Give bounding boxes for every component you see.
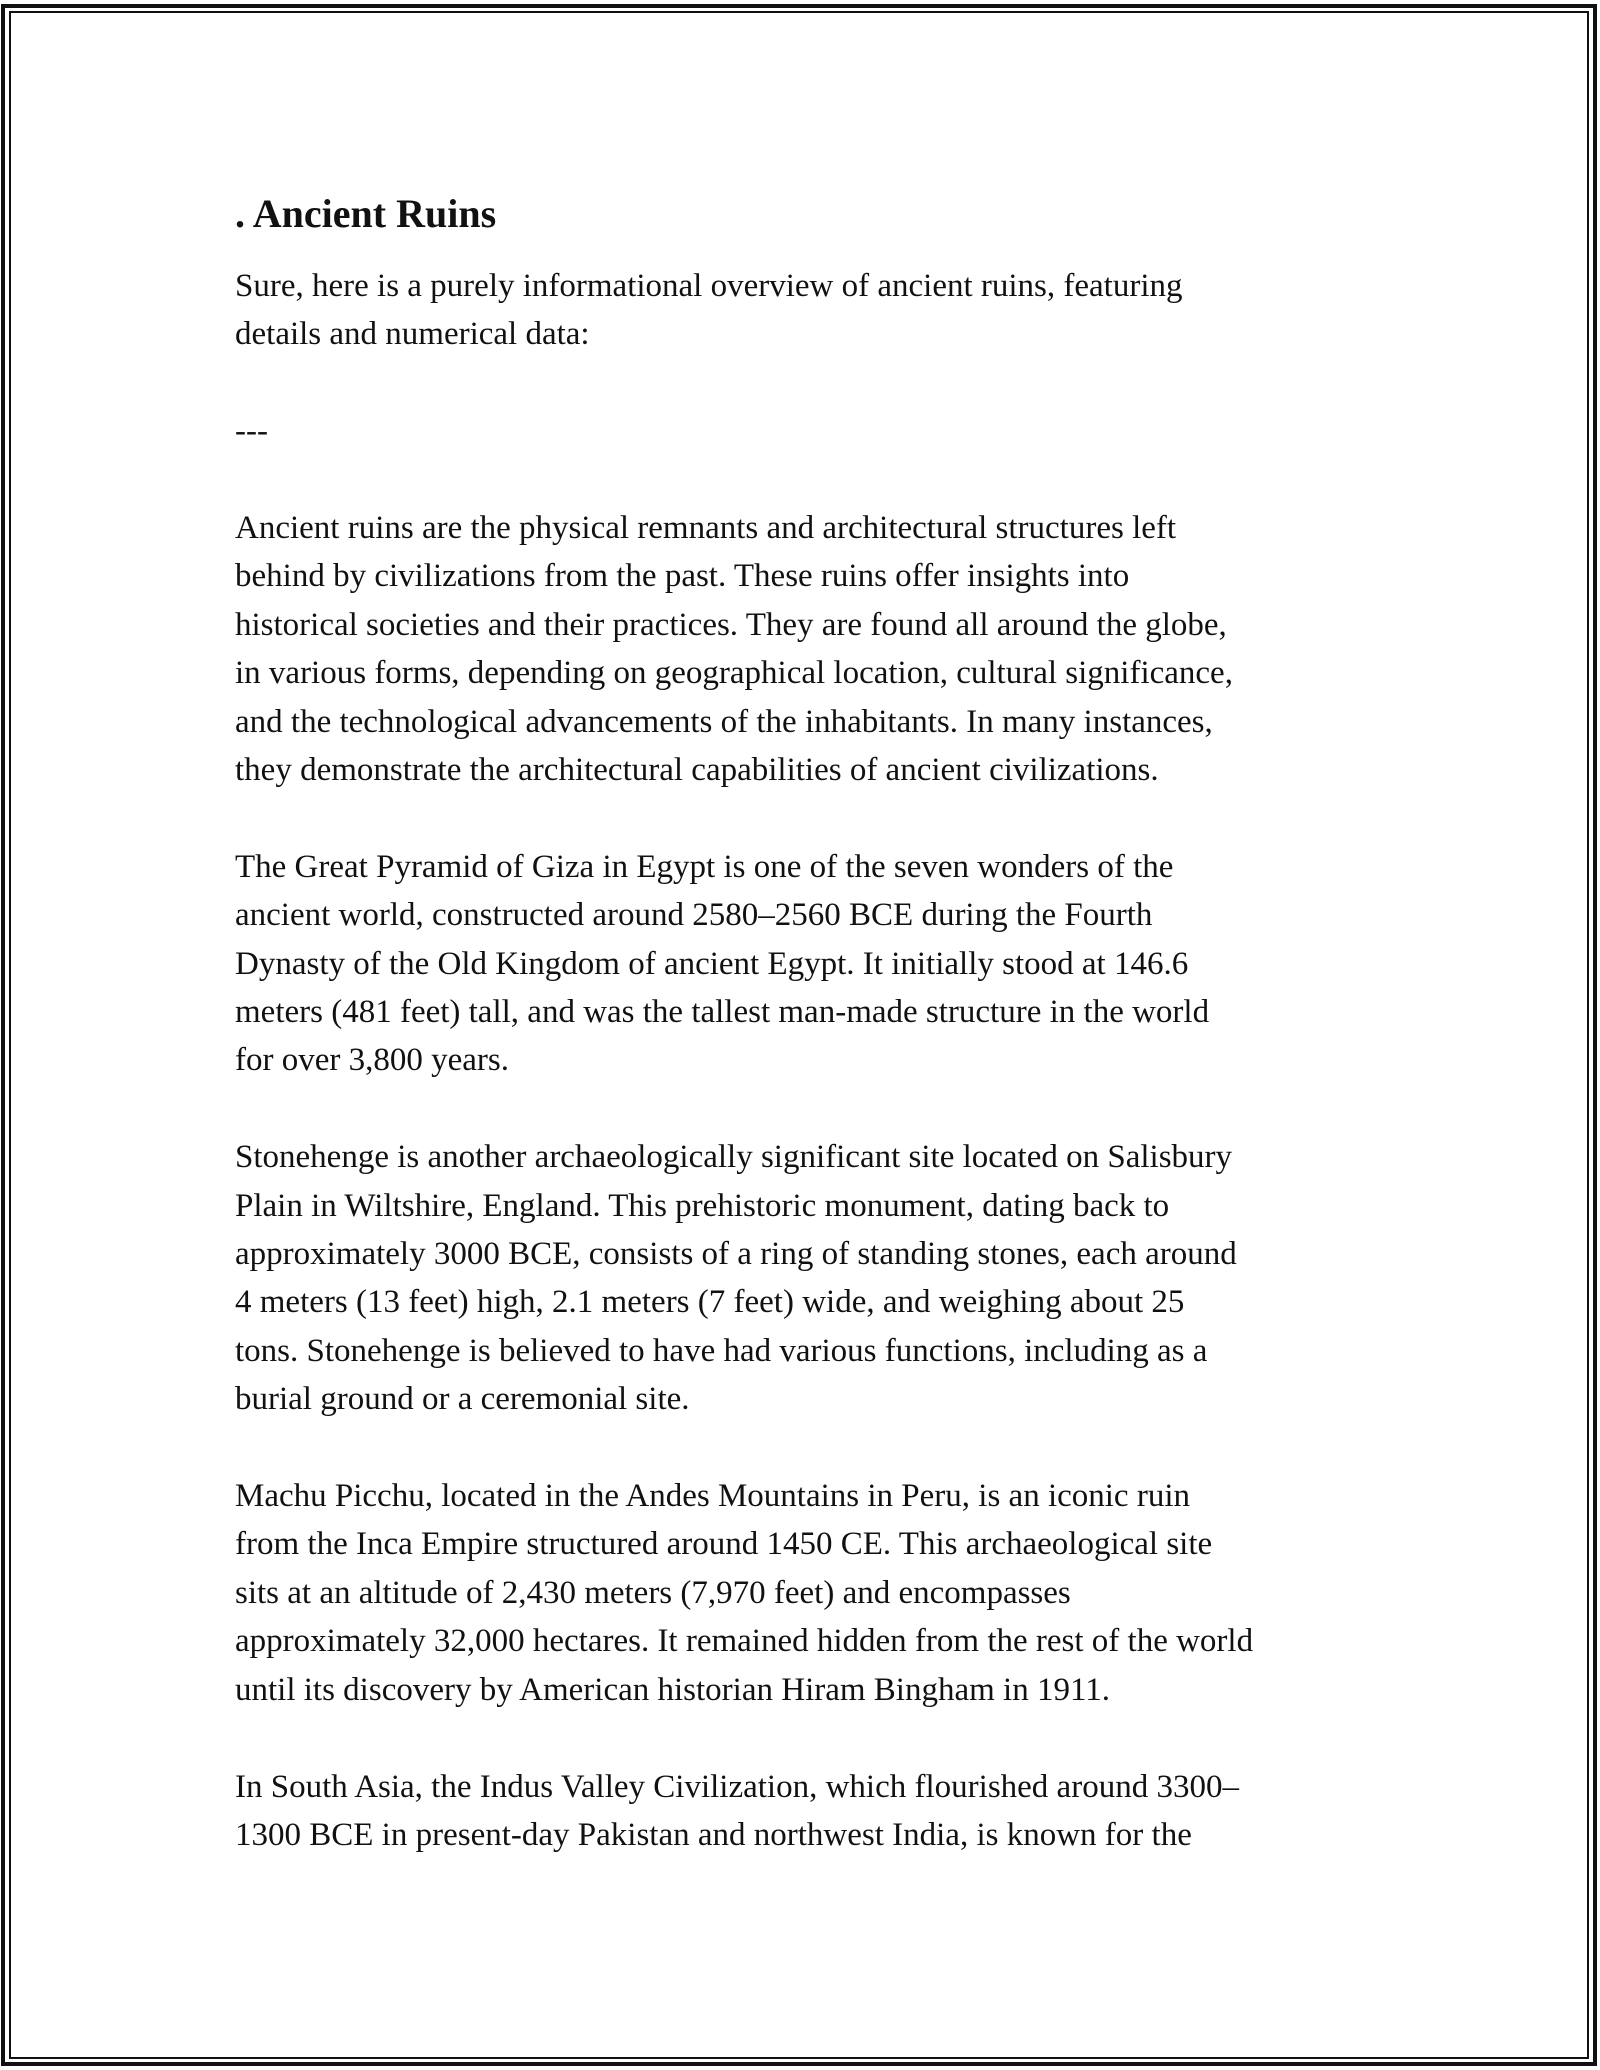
- paragraph-machu-picchu: Machu Picchu, located in the Andes Mountains in Peru, is an iconic ruin from the Inca Empire structured around 1450 CE. This archaeological site sits at an altitude of 2,430 meters (7,970 feet) and encompasses approximately 32,000 hectares. It remained hidden from the rest of the world until its discovery by American historian Hiram Bingham in 1911.: [235, 1478, 1254, 1708]
- document-body: [235, 186, 1370, 1908]
- paragraph-stonehenge: Stonehenge is another archaeologically significant site located on Salisbury Plain in Wiltshire, England. This prehistoric monument, dating back to approximately 3000 BCE, consists of a ring of standing stones, each around 4 meters (13 feet) high, 2.1 meters (7 feet) wide, and weighing about 25 tons. Stonehenge is believed to have had various functions, including as a burial ground or a ceremonial site.: [235, 1139, 1237, 1418]
- document-title: . Ancient Ruins: [235, 191, 497, 236]
- paragraph-great-pyramid: The Great Pyramid of Giza in Egypt is one of the seven wonders of the ancient world, constructed around 2580–2560 BCE during the Fourth Dynasty of the Old Kingdom of ancient Egypt. It initially stood at 146.6 meters (481 feet) tall, and was the tallest man-made structure in the world for over 3,800 years.: [235, 848, 1210, 1079]
- paragraph-indus-valley: In South Asia, the Indus Valley Civilization, which flourished around 3300– 1300 BCE in present-day Pakistan and northwest India, is known for the: [235, 1768, 1239, 1853]
- paragraph-overview: Ancient ruins are the physical remnants and architectural structures left behind by civilizations from the past. These ruins offer insights into historical societies and their practices. They are found all around the globe, in various forms, depending on geographical location, cultural significance, and the technological advancements of the inhabitants. In many instances, they demonstrate the architectural capabilities of ancient civilizations.: [235, 510, 1233, 789]
- intro-paragraph: Sure, here is a purely informational overview of ancient ruins, featuring details and numerical data:: [235, 268, 1183, 353]
- section-separator: ---: [235, 413, 268, 450]
